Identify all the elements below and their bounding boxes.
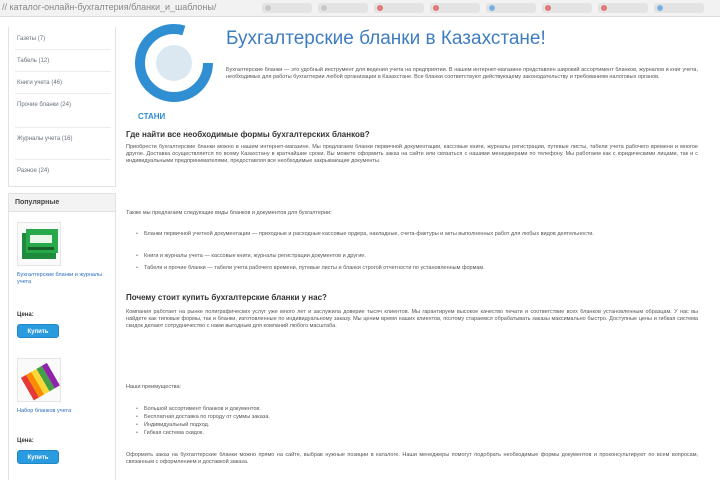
category-item[interactable]: Табель (12)	[17, 58, 50, 64]
address-bar[interactable]: // каталог-онлайн-бухгалтерия/бланки_и_шаблоны/	[2, 2, 217, 12]
section-heading: Почему стоит купить бухгалтерские бланки у нас?	[126, 293, 327, 302]
tab-favicon-icon	[321, 5, 327, 11]
browser-tab[interactable]	[486, 3, 536, 13]
category-list	[8, 27, 116, 187]
popular-products	[8, 193, 116, 480]
list-item: • Гибкая система скидок.	[144, 430, 684, 437]
tab-favicon-icon	[601, 5, 607, 11]
logo-text: СТАНИ	[138, 112, 166, 121]
product-image[interactable]	[17, 358, 61, 402]
product-image[interactable]	[17, 222, 61, 266]
list-item: • Книги и журналы учета — кассовые книги, журналы регистрации документов и другие.	[144, 253, 684, 260]
category-item[interactable]: Прочие бланки (24)	[17, 102, 71, 108]
divider	[15, 127, 111, 128]
browser-tab[interactable]	[374, 3, 424, 13]
brand-logo	[130, 23, 216, 127]
browser-tab[interactable]	[542, 3, 592, 13]
page-title: Бухгалтерские бланки в Казахстане!	[226, 28, 546, 49]
color-stickers-icon	[18, 359, 61, 402]
tab-favicon-icon	[433, 5, 439, 11]
category-item[interactable]: Газеты (7)	[17, 36, 46, 42]
product-link[interactable]: Бухгалтерские бланки и журналы учета	[17, 272, 103, 285]
list-item: • Большой ассортимент бланков и документов.	[144, 406, 684, 413]
category-item[interactable]: Журналы учета (16)	[17, 136, 73, 142]
buy-button[interactable]: Купить	[17, 450, 59, 464]
category-item[interactable]: Книги учета (46)	[17, 80, 62, 86]
buy-button[interactable]: Купить	[17, 324, 59, 338]
popular-heading: Популярные	[9, 194, 115, 212]
divider	[15, 159, 111, 160]
paragraph: Приобрести бухгалтерские бланки можно в нашем интернет-магазине. Мы предлагаем бланки первичной документации, кассовые книги, журналы регистрации, путевые листы, табели учета рабочего времени и многое другое. Доставка осуществляется по всему Казахстану в кратчайшие сроки. Вы можете оформить заказ на сайте или связаться с нашими менеджерами по телефону. Мы работаем как с юридическими лицами, так и с индивидуальными предпринимателями, предоставляя все необходимые закрывающие документы.	[126, 144, 698, 165]
list-item: • Индивидуальный подход.	[144, 422, 684, 429]
tab-favicon-icon	[545, 5, 551, 11]
left-sidebar	[0, 17, 122, 480]
divider	[15, 71, 111, 72]
browser-tab-strip	[0, 0, 720, 17]
divider	[15, 49, 111, 50]
browser-tab[interactable]	[430, 3, 480, 13]
swirl-logo-icon	[130, 23, 216, 127]
tab-favicon-icon	[489, 5, 495, 11]
browser-tab[interactable]	[654, 3, 704, 13]
paragraph: Также мы предлагаем следующие виды бланков и документов для бухгалтерии:	[126, 210, 332, 216]
list-item: • Бланки первичной учетной документации — приходные и расходные кассовые ордера, накладные, счета-фактуры и акты выполненных работ для любых видов деятельности.	[144, 231, 684, 238]
browser-tab[interactable]	[598, 3, 648, 13]
browser-tab[interactable]	[262, 3, 312, 13]
tab-favicon-icon	[265, 5, 271, 11]
divider	[15, 93, 111, 94]
paragraph: Наши преимущества:	[126, 384, 182, 390]
browser-tab[interactable]	[318, 3, 368, 13]
section-heading: Где найти все необходимые формы бухгалтерских бланков?	[126, 130, 370, 139]
list-item: • Табели и прочие бланки — табели учета рабочего времени, путевые листы и бланки строгой отчетности по установленным формам.	[144, 265, 684, 272]
price-label: Цена:	[17, 438, 34, 444]
main-content	[122, 17, 712, 480]
category-item[interactable]: Разное (24)	[17, 168, 50, 174]
list-item: • Бесплатная доставка по городу от суммы заказа.	[144, 414, 684, 421]
price-label: Цена:	[17, 312, 34, 318]
tab-favicon-icon	[377, 5, 383, 11]
intro-paragraph: Бухгалтерские бланки — это удобный инструмент для ведения учета на предприятии. В нашем интернет-магазине представлен широкий ассортимент бланков, журналов и книг учета, необходимых для работы бухгалтерии любой организации в Казахстане. Все бланки соответствуют действующему законодательству и требованиям налоговых органов.	[226, 67, 698, 81]
book-pack-icon	[18, 223, 61, 266]
tab-favicon-icon	[657, 5, 663, 11]
paragraph: Оформить заказ на бухгалтерские бланки можно прямо на сайте, выбрав нужные позиции в каталоге. Наши менеджеры помогут подобрать необходимые формы документов и проконсультируют по всем вопросам, связанным с оформлением и доставкой заказа.	[126, 452, 698, 466]
product-link[interactable]: Набор бланков учета	[17, 408, 72, 414]
paragraph: Компания работает на рынке полиграфических услуг уже много лет и заслужила доверие тысяч клиентов. Мы гарантируем высокое качество печати и соответствие всех бланков установленным образцам. У нас вы найдете как типовые формы, так и бланки, изготовленные по индивидуальному заказу. Мы ценим время наших клиентов, поэтому стараемся обрабатывать заказы максимально быстро. Доступные цены и гибкая система скидок делают сотрудничество с нами выгодным для компаний любого масштаба.	[126, 309, 698, 330]
